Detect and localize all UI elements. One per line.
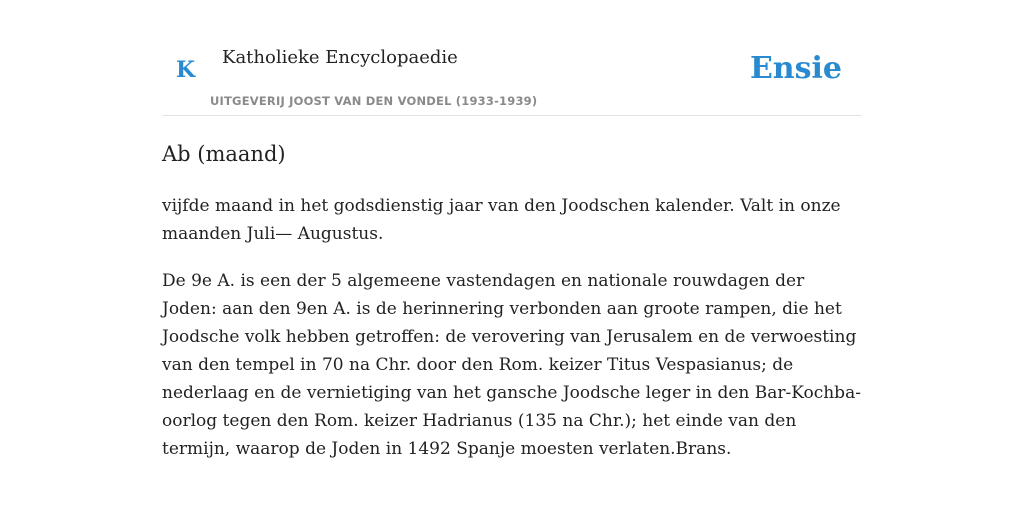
article-body: [162, 192, 862, 482]
encyclopedia-logo[interactable]: K: [176, 57, 196, 83]
header: [162, 0, 862, 116]
page: [162, 0, 862, 512]
article-title: Ab (maand): [162, 142, 286, 166]
article-paragraph: De 9e A. is een der 5 algemeene vastendagen en nationale rouwdagen der Joden: aan den 9en A. is de herinnering verbonden aan groote rampen, die het Joodsche volk hebben getroffen: de verovering van Jerusalem en de verwoesting van den tempel in 70 na Chr. door den Rom. keizer Titus Vespasianus; de nederlaag en de vernietiging van het gansche Joodsche leger in den Bar-Kochba-oorlog tegen den Rom. keizer Hadrianus (135 na Chr.); het einde van den termijn, waarop de Joden in 1492 Spanje moesten verlaten.Brans.: [162, 271, 861, 459]
brand-logo[interactable]: Ensie: [749, 51, 842, 86]
article-paragraph: vijfde maand in het godsdienstig jaar van den Joodschen kalender. Valt in onze maanden Juli— Augustus.: [162, 196, 841, 244]
publisher-label: UITGEVERIJ JOOST VAN DEN VONDEL (1933-1939): [210, 94, 538, 108]
encyclopedia-title[interactable]: Katholieke Encyclopaedie: [222, 47, 458, 68]
